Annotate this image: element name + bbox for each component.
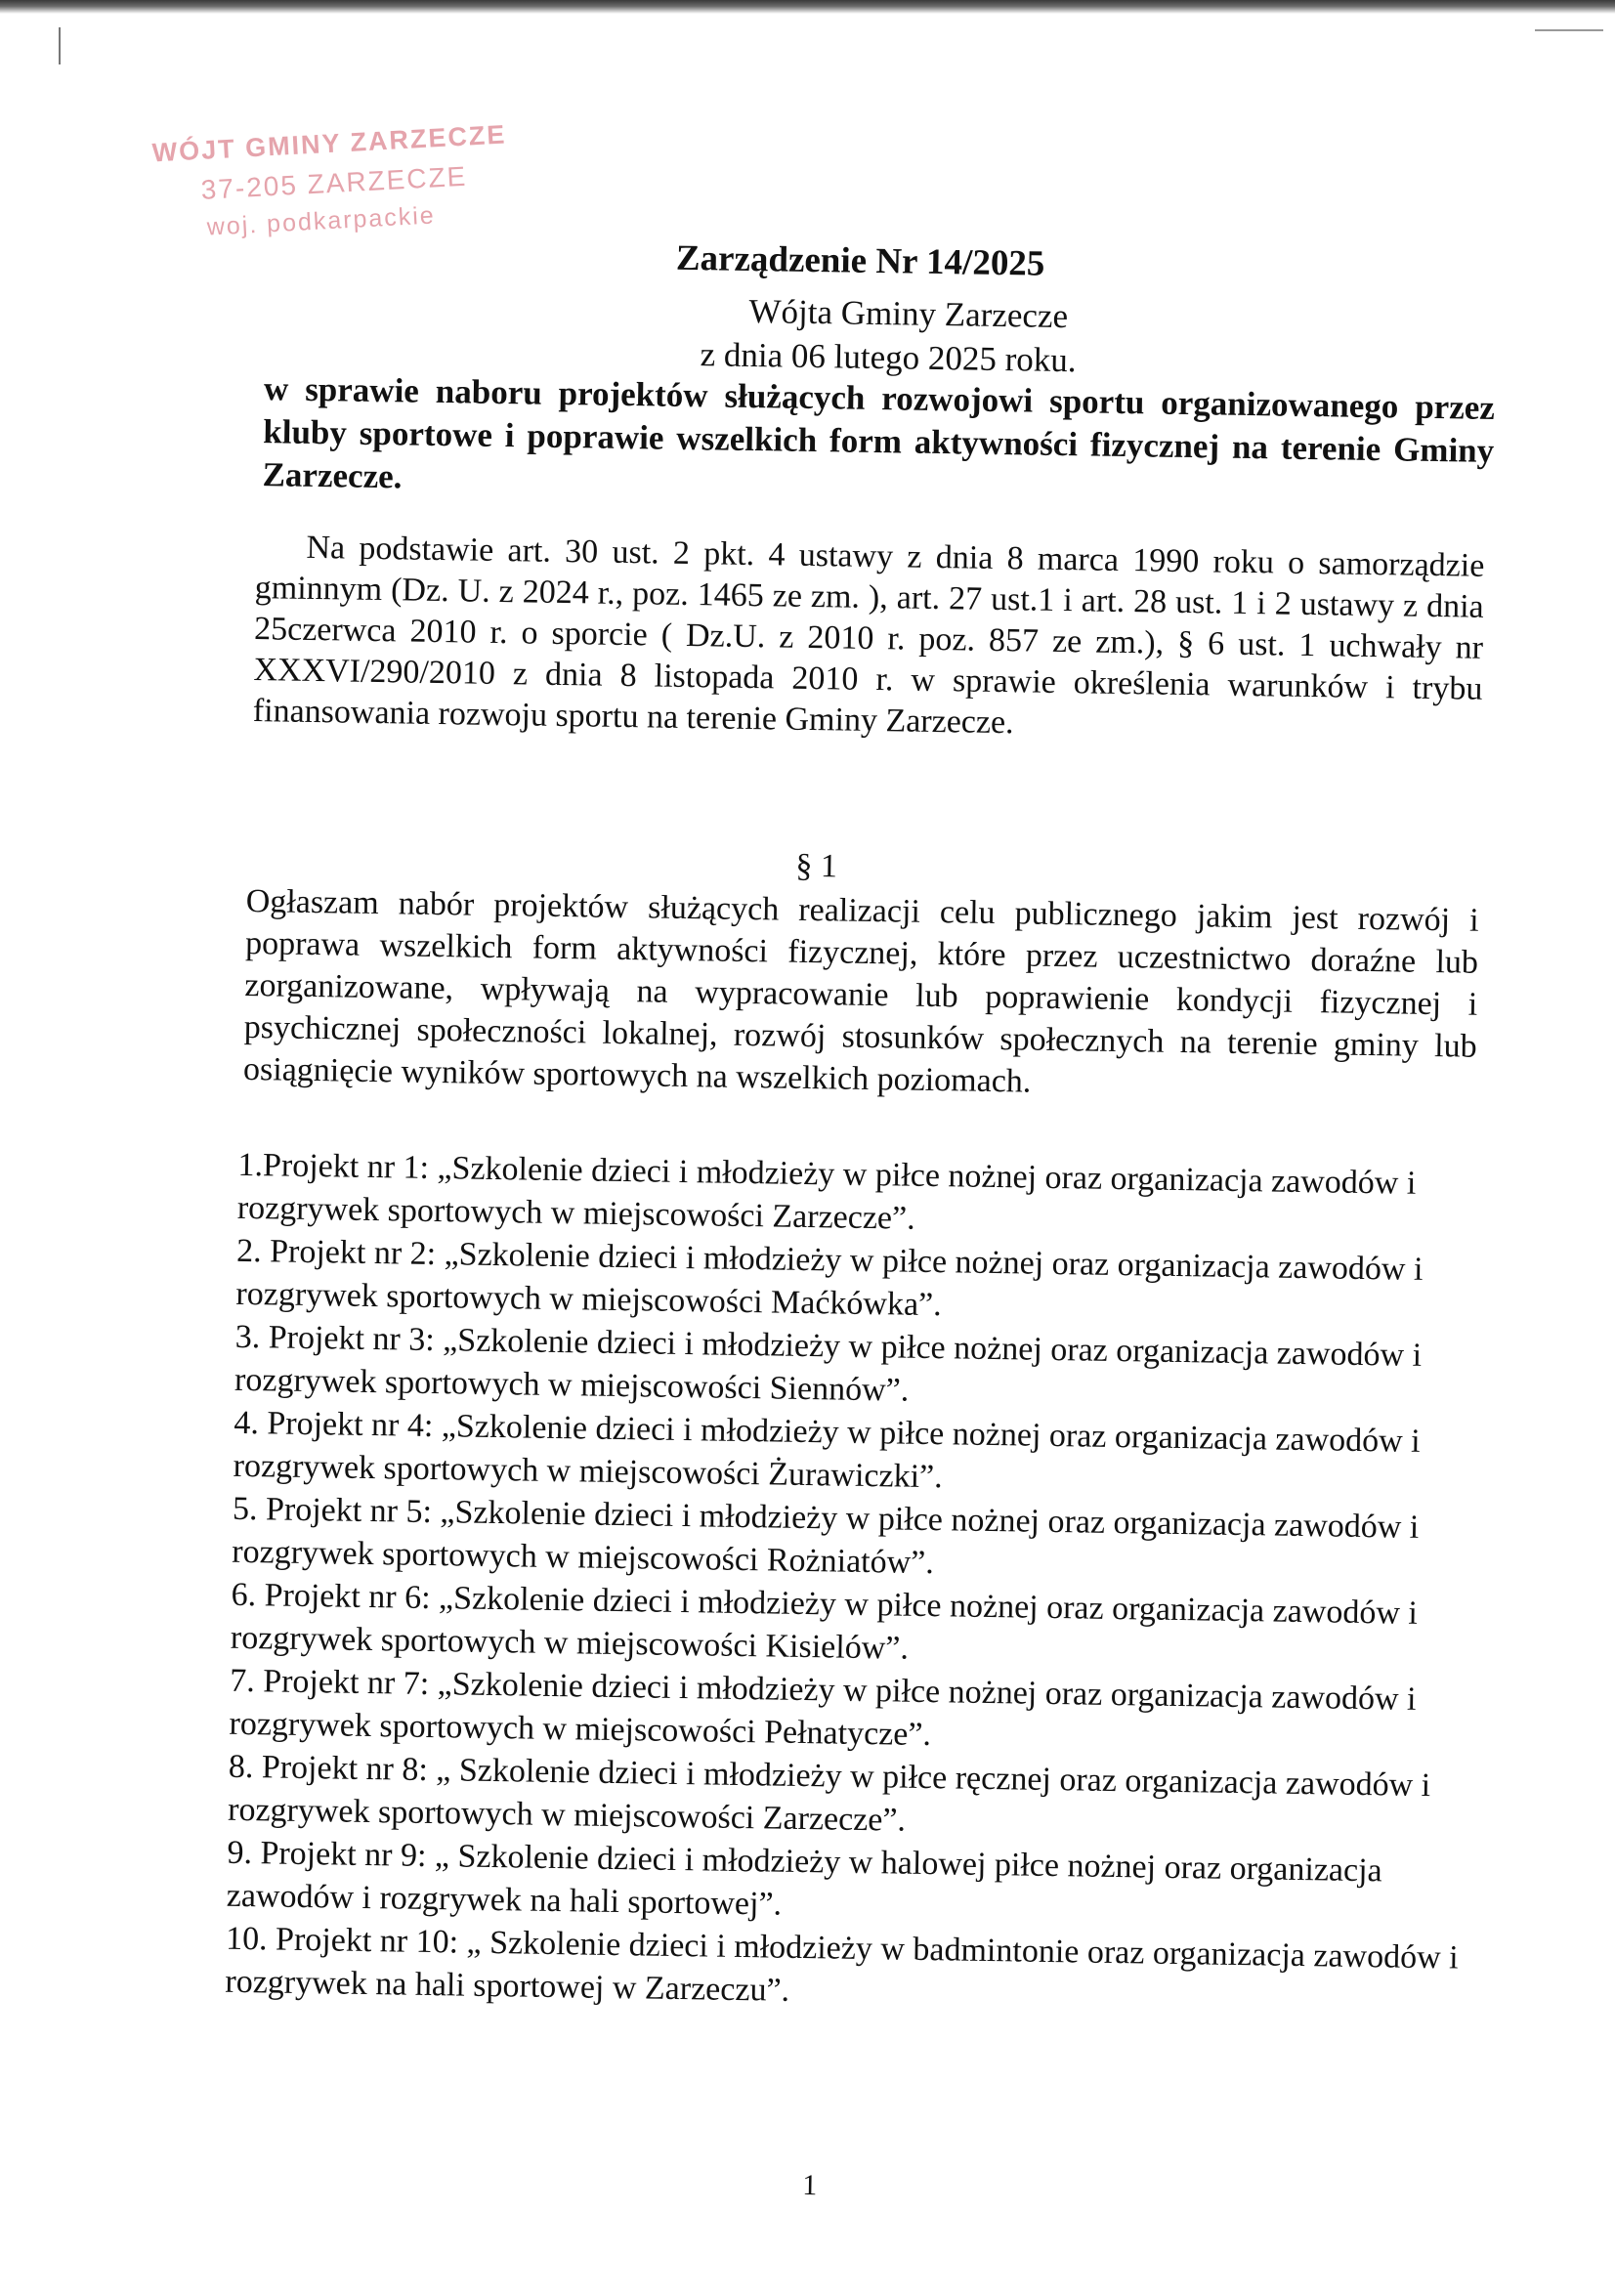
stamp-line-3: woj. podkarpackie	[206, 201, 437, 241]
page-number: 1	[801, 2169, 818, 2202]
project-item: 10. Projekt nr 10: „ Szkolenie dzieci i młodzieży w badmintonie oraz organizacja zawodów i rozgrywek na hali sportowej w Zarzeczu”.	[225, 1920, 1459, 2009]
stamp-line-2: 37-205 ZARZECZE	[200, 160, 469, 205]
project-item: 3. Projekt nr 3: „Szkolenie dzieci i młodzieży w piłce nożnej oraz organizacja zawodów i rozgrywek sportowych w miejscowości Siennów”.	[234, 1318, 1423, 1409]
document-date: z dnia 06 lutego 2025 roku.	[700, 335, 1077, 380]
project-item: 9. Projekt nr 9: „ Szkolenie dzieci i młodzieży w halowej piłce nożnej oraz organizacja zawodów i rozgrywek na hali sportowej”.	[226, 1834, 1382, 1923]
legal-basis-text: Na podstawie art. 30 ust. 2 pkt. 4 ustawy z dnia 8 marca 1990 roku o samorządzie gminnym (Dz. U. z 2024 r., poz. 1465 ze zm. ), art. 27 ust.1 i art. 28 ust. 1 i 2 ustawy z dnia 25czerwca 2010 r. o sporcie ( Dz.U. z 2010 r. poz. 857 ze zm.), § 6 ust. 1 uchwały nr XXXVI/290/2010 z dnia 8 listopada 2010 r. w sprawie określenia warunków i trybu finansowania rozwoju sportu na terenie Gminy Zarzecze.	[252, 529, 1485, 742]
document-title: Zarządzenie Nr 14/2025	[675, 237, 1045, 284]
section-1-intro: Ogłaszam nabór projektów służących realizacji celu publicznego jakim jest rozwój i poprawa wszelkich form aktywności fizycznej, które przez uczestnictwo doraźne lub zorganizowane, wpływają na wypracowanie lub poprawienie kondycji fizycznej i psychicznej społeczności lokalnej, rozwój stosunków społecznych na terenie gminy lub osiągnięcie wyników sportowych na wszelkich poziomach.	[242, 882, 1479, 1100]
stamp-line-1: WÓJT GMINY ZARZECZE	[150, 119, 508, 168]
project-item: 6. Projekt nr 6: „Szkolenie dzieci i młodzieży w piłce nożnej oraz organizacja zawodów i rozgrywek sportowych w miejscowości Kisielów”.	[230, 1576, 1419, 1667]
legal-basis-paragraph	[253, 527, 1485, 751]
document-issuer: Wójta Gminy Zarzecze	[748, 291, 1069, 336]
project-item: 2. Projekt nr 2: „Szkolenie dzieci i młodzieży w piłce nożnej oraz organizacja zawodów i rozgrywek sportowych w miejscowości Maćkówka”.	[235, 1232, 1424, 1324]
project-item: 1.Projekt nr 1: „Szkolenie dzieci i młodzieży w piłce nożnej oraz organizacja zawodów i rozgrywek sportowych w miejscowości Zarzecze”.	[236, 1146, 1417, 1237]
document-subject: w sprawie naboru projektów służących rozwojowi sportu organizowanego przez kluby sportowe i poprawie wszelkich form aktywności fizycznej na terenie Gminy Zarzecze.	[262, 369, 1496, 496]
project-item: 5. Projekt nr 5: „Szkolenie dzieci i młodzieży w piłce nożnej oraz organizacja zawodów i rozgrywek sportowych w miejscowości Rożniatów”.	[232, 1490, 1420, 1582]
section-1-mark: § 1	[795, 847, 838, 885]
project-item: 7. Projekt nr 7: „Szkolenie dzieci i młodzieży w piłce nożnej oraz organizacja zawodów i rozgrywek sportowych w miejscowości Pełnatycze”.	[229, 1662, 1417, 1754]
project-item: 8. Projekt nr 8: „ Szkolenie dzieci i młodzieży w piłce ręcznej oraz organizacja zawodów i rozgrywek sportowych w miejscowości Zarzecze”.	[227, 1748, 1431, 1839]
project-list	[225, 1144, 1479, 2023]
project-item: 4. Projekt nr 4: „Szkolenie dzieci i młodzieży w piłce nożnej oraz organizacja zawodów i rozgrywek sportowych w miejscowości Żurawiczki”.	[233, 1404, 1421, 1496]
